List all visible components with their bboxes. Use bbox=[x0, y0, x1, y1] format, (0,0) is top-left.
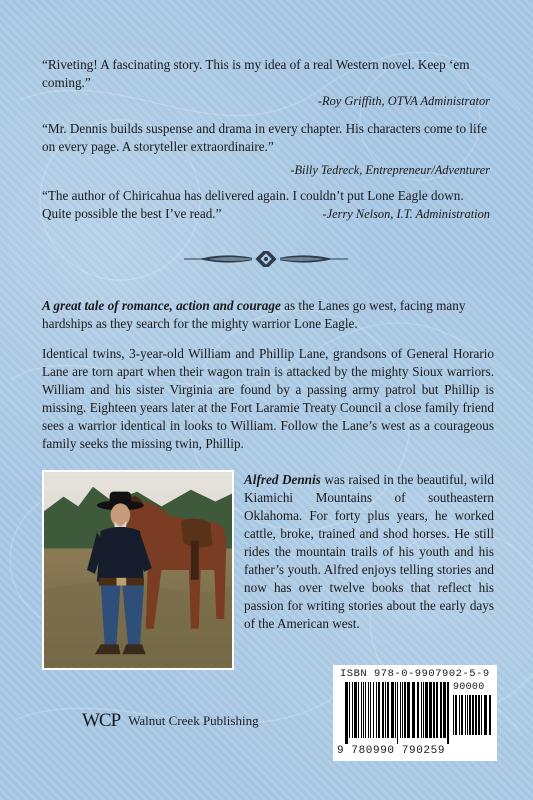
barcode-bar bbox=[425, 682, 428, 738]
publisher bbox=[82, 710, 259, 732]
barcode-bar bbox=[469, 695, 471, 735]
tagline bbox=[42, 297, 494, 333]
barcode-bar bbox=[376, 682, 377, 738]
author-photo bbox=[42, 470, 234, 670]
review-quote-1 bbox=[42, 56, 490, 110]
barcode-bar bbox=[467, 695, 468, 735]
price-barcode-bars bbox=[453, 695, 491, 741]
author-bio bbox=[244, 471, 494, 633]
author-name: Alfred Dennis bbox=[244, 472, 321, 487]
barcode-bar bbox=[478, 695, 480, 735]
barcode-bar bbox=[378, 682, 380, 738]
barcode-bar bbox=[455, 695, 457, 735]
isbn-text: ISBN 978-0-9907902-5-9 bbox=[340, 668, 490, 680]
barcode-bar bbox=[370, 682, 371, 738]
barcode-bar bbox=[484, 695, 487, 735]
barcode-bar bbox=[472, 695, 474, 735]
barcode-bar bbox=[412, 682, 415, 738]
tagline-rest: as the Lanes go west, facing many hardships as they search for the mighty warrior Lone Eagle. bbox=[42, 298, 466, 331]
review-quote-text: “Mr. Dennis builds suspense and drama in every chapter. His characters come to life on every page. A storyteller extraordinaire.” bbox=[42, 121, 487, 154]
barcode-bar bbox=[402, 682, 403, 738]
barcode-bar bbox=[368, 682, 369, 738]
tagline-emphasis: A great tale of romance, action and courage bbox=[42, 298, 281, 313]
barcode-bar bbox=[382, 682, 384, 738]
review-quote-2 bbox=[42, 120, 490, 179]
barcode-bar bbox=[461, 695, 463, 735]
barcode-bar bbox=[363, 682, 364, 738]
barcode-bar bbox=[358, 682, 359, 738]
barcode-bar bbox=[475, 695, 477, 735]
publisher-name: Walnut Creek Publishing bbox=[128, 713, 259, 728]
review-quote-attribution: -Billy Tedreck, Entrepreneur/Adventurer bbox=[290, 163, 490, 177]
barcode-bar bbox=[465, 695, 466, 735]
barcode-bar bbox=[361, 682, 362, 738]
barcode-bar bbox=[440, 682, 442, 738]
barcode-bar bbox=[423, 682, 424, 738]
barcode-bar bbox=[349, 682, 350, 738]
price-code: 90000 bbox=[453, 682, 485, 693]
barcode-bar bbox=[443, 682, 446, 738]
barcode-bar bbox=[365, 682, 366, 738]
barcode-bar bbox=[453, 695, 454, 735]
barcode-bar bbox=[387, 682, 389, 738]
barcode-bar bbox=[391, 682, 394, 738]
barcode-bar bbox=[395, 682, 396, 738]
barcode-bar bbox=[433, 682, 435, 738]
barcode-bar bbox=[489, 695, 491, 735]
review-quote-text: “Riveting! A fascinating story. This is my idea of a real Western novel. Keep ‘em coming.” bbox=[42, 57, 470, 90]
ean-digits: 9 780990 790259 bbox=[337, 745, 446, 757]
barcode-bar bbox=[436, 682, 438, 738]
review-quote-attribution: -Jerry Nelson, I.T. Administration bbox=[322, 207, 490, 221]
barcode-bar bbox=[373, 682, 374, 738]
isbn-barcode bbox=[333, 665, 497, 761]
author-bio-text: was raised in the beautiful, wild Kiamichi Mountains of southeastern Oklahoma. For forty plus years, he worked cattle, broke, trained and shod horses. He still rides the mountain trails of his youth and his father’s youth. Alfred enjoys telling stories and now has over twelve books that reflect his passion for writing stories about the early days of the American west. bbox=[244, 472, 494, 631]
barcode-bar bbox=[345, 682, 348, 744]
barcode-bars bbox=[345, 682, 449, 744]
barcode-bar bbox=[459, 695, 460, 735]
synopsis: Identical twins, 3-year-old William and Phillip Lane, grandsons of General Horario Lane are torn apart when their wagon train is attacked by the mighty Sioux warriors. William and his sister Virginia are found by a passing army patrol but Phillip is missing. Eighteen years later at the Fort Laramie Treaty Council a close family friend sees a warrior identical in looks to William. Follow the Lane’s west as a courageous family seeks the missing twin, Phillip. bbox=[42, 346, 494, 451]
review-quote-text: “The author of Chiricahua has delivered again. I couldn’t put Lone Eagle down. Quite possible the best I’ve read.” bbox=[42, 188, 464, 221]
barcode-bar bbox=[404, 682, 406, 738]
barcode-bar bbox=[385, 682, 386, 738]
barcode-bar bbox=[354, 682, 357, 738]
barcode-bar bbox=[429, 682, 432, 738]
review-quote-3 bbox=[42, 187, 490, 223]
barcode-bar bbox=[400, 682, 401, 738]
barcode-bar bbox=[447, 682, 449, 744]
barcode-bar bbox=[397, 682, 398, 744]
barcode-bar bbox=[421, 682, 422, 738]
publisher-logo: WCP bbox=[82, 710, 121, 731]
review-quote-attribution: -Roy Griffith, OTVA Administrator bbox=[317, 94, 490, 108]
ornament-divider bbox=[180, 251, 352, 267]
barcode-bar bbox=[417, 682, 419, 738]
barcode-bar bbox=[481, 695, 482, 735]
barcode-bar bbox=[352, 682, 353, 738]
barcode-bar bbox=[407, 682, 410, 738]
